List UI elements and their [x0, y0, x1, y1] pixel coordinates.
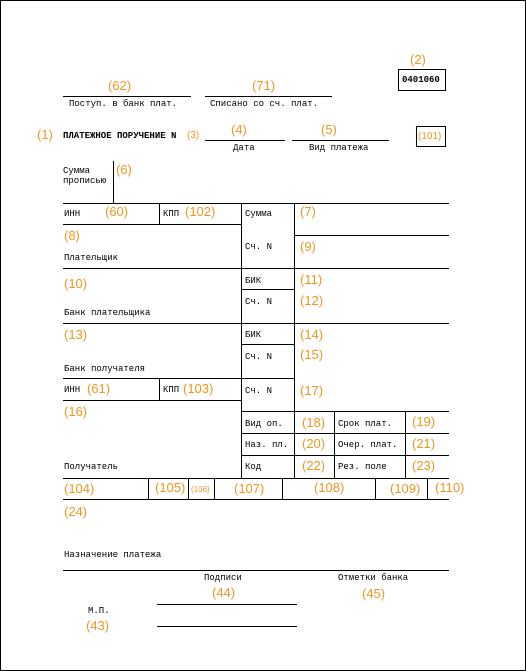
grid-line — [63, 400, 241, 401]
field-num-62: (62) — [108, 78, 132, 93]
purpose-line — [63, 570, 449, 571]
signatures-label: Подписи — [204, 573, 242, 583]
field-num-101: (101) — [418, 131, 442, 142]
field-num-20: (20) — [302, 436, 326, 451]
debited-label: Списано со сч. плат. — [210, 99, 319, 109]
date-label: Дата — [233, 143, 255, 153]
grid-vline — [427, 478, 428, 499]
payment-type-line — [292, 140, 389, 141]
field-num-5: (5) — [321, 122, 337, 137]
amount-words-divider — [113, 161, 114, 203]
signature-line-1 — [157, 604, 297, 605]
payee-label: Получатель — [64, 462, 119, 472]
grid-line — [241, 344, 294, 345]
field-num-60: (60) — [105, 204, 129, 219]
grid-line — [63, 478, 449, 479]
grid-line — [63, 499, 449, 500]
grid-vline — [188, 478, 189, 499]
field-num-109: (109) — [390, 481, 421, 496]
payee-bank-account-label: Сч. N — [245, 352, 273, 362]
grid-line — [63, 323, 449, 324]
bank-marks-label: Отметки банка — [338, 573, 409, 583]
field-num-44: (44) — [212, 585, 236, 600]
field-num-7: (7) — [300, 204, 316, 219]
form-title: ПЛАТЕЖНОЕ ПОРУЧЕНИЕ N — [63, 131, 177, 141]
debited-line — [205, 96, 332, 97]
field-num-71: (71) — [252, 78, 276, 93]
grid-line — [241, 455, 449, 456]
field-num-61: (61) — [87, 381, 111, 396]
priority-label: Очер. плат. — [338, 440, 398, 450]
field-num-2: (2) — [410, 52, 426, 67]
payer-inn-label: ИНН — [64, 209, 81, 219]
amount-words-label: Сумма прописью — [63, 166, 107, 186]
field-num-104: (104) — [64, 481, 95, 496]
sum-label: Сумма — [245, 209, 273, 219]
signature-line-2 — [157, 626, 297, 627]
grid-line — [63, 378, 294, 379]
field-num-110: (110) — [435, 480, 465, 495]
field-num-17: (17) — [300, 383, 324, 398]
reserve-label: Рез. поле — [338, 462, 387, 472]
due-date-label: Срок плат. — [338, 419, 393, 429]
grid-line — [63, 224, 241, 225]
field-num-12: (12) — [300, 293, 324, 308]
field-num-105: (105) — [155, 480, 186, 495]
field-num-4: (4) — [231, 122, 247, 137]
payment-type-label: Вид платежа — [309, 143, 369, 153]
date-line — [205, 140, 285, 141]
grid-vline — [241, 203, 242, 478]
field-num-108: (108) — [314, 480, 345, 495]
payer-kpp-label: КПП — [163, 209, 180, 219]
field-num-21: (21) — [412, 436, 436, 451]
op-type-label: Вид оп. — [245, 419, 283, 429]
grid-line — [241, 289, 294, 290]
grid-vline — [375, 478, 376, 499]
field-num-15: (15) — [300, 347, 324, 362]
payee-account-label: Сч. N — [245, 386, 273, 396]
grid-vline — [159, 203, 160, 224]
payee-bank-label: Банк получателя — [64, 364, 146, 374]
grid-vline — [159, 378, 160, 400]
form-code: 0401060 — [402, 75, 440, 85]
payee-bank-bik-label: БИК — [245, 330, 262, 340]
field-num-18: (18) — [302, 415, 326, 430]
field-num-9: (9) — [300, 239, 316, 254]
received-line — [63, 96, 191, 97]
field-num-13: (13) — [64, 327, 88, 342]
field-num-106: (106) — [191, 485, 210, 494]
payee-inn-label: ИНН — [64, 385, 81, 395]
field-num-6: (6) — [116, 162, 132, 177]
field-num-22: (22) — [302, 458, 326, 473]
field-num-10: (10) — [64, 276, 88, 291]
payer-bank-bik-label: БИК — [245, 276, 262, 286]
field-num-45: (45) — [362, 586, 386, 601]
field-num-103: (103) — [183, 381, 214, 396]
grid-line — [241, 411, 449, 412]
received-label: Поступ. в банк плат. — [69, 99, 178, 109]
grid-line — [63, 268, 449, 269]
pay-purpose-code-label: Наз. пл. — [245, 440, 289, 450]
field-num-43: (43) — [86, 618, 110, 633]
field-num-11: (11) — [300, 272, 323, 287]
field-num-24: (24) — [64, 504, 88, 519]
grid-vline — [405, 411, 406, 478]
field-num-8: (8) — [64, 228, 80, 243]
grid-vline — [214, 478, 215, 499]
field-num-107: (107) — [234, 481, 265, 496]
field-num-23: (23) — [412, 458, 436, 473]
payer-bank-account-label: Сч. N — [245, 297, 273, 307]
field-num-19: (19) — [412, 414, 436, 429]
grid-line — [294, 235, 449, 236]
field-num-1: (1) — [37, 127, 53, 142]
payer-label: Плательщик — [64, 253, 119, 263]
payee-kpp-label: КПП — [163, 385, 180, 395]
payer-bank-label: Банк плательщика — [64, 308, 151, 318]
field-num-14: (14) — [300, 327, 324, 342]
field-num-16: (16) — [64, 404, 88, 419]
field-num-3: (3) — [187, 130, 200, 141]
grid-line — [241, 433, 449, 434]
purpose-label: Назначение платежа — [64, 550, 162, 560]
payer-account-label: Сч. N — [245, 242, 273, 252]
stamp-label: М.П. — [88, 606, 110, 616]
grid-vline — [294, 203, 295, 478]
field-num-102: (102) — [185, 204, 216, 219]
grid-vline — [334, 411, 335, 478]
grid-vline — [282, 478, 283, 499]
grid-vline — [148, 478, 149, 499]
code-label: Код — [245, 462, 262, 472]
